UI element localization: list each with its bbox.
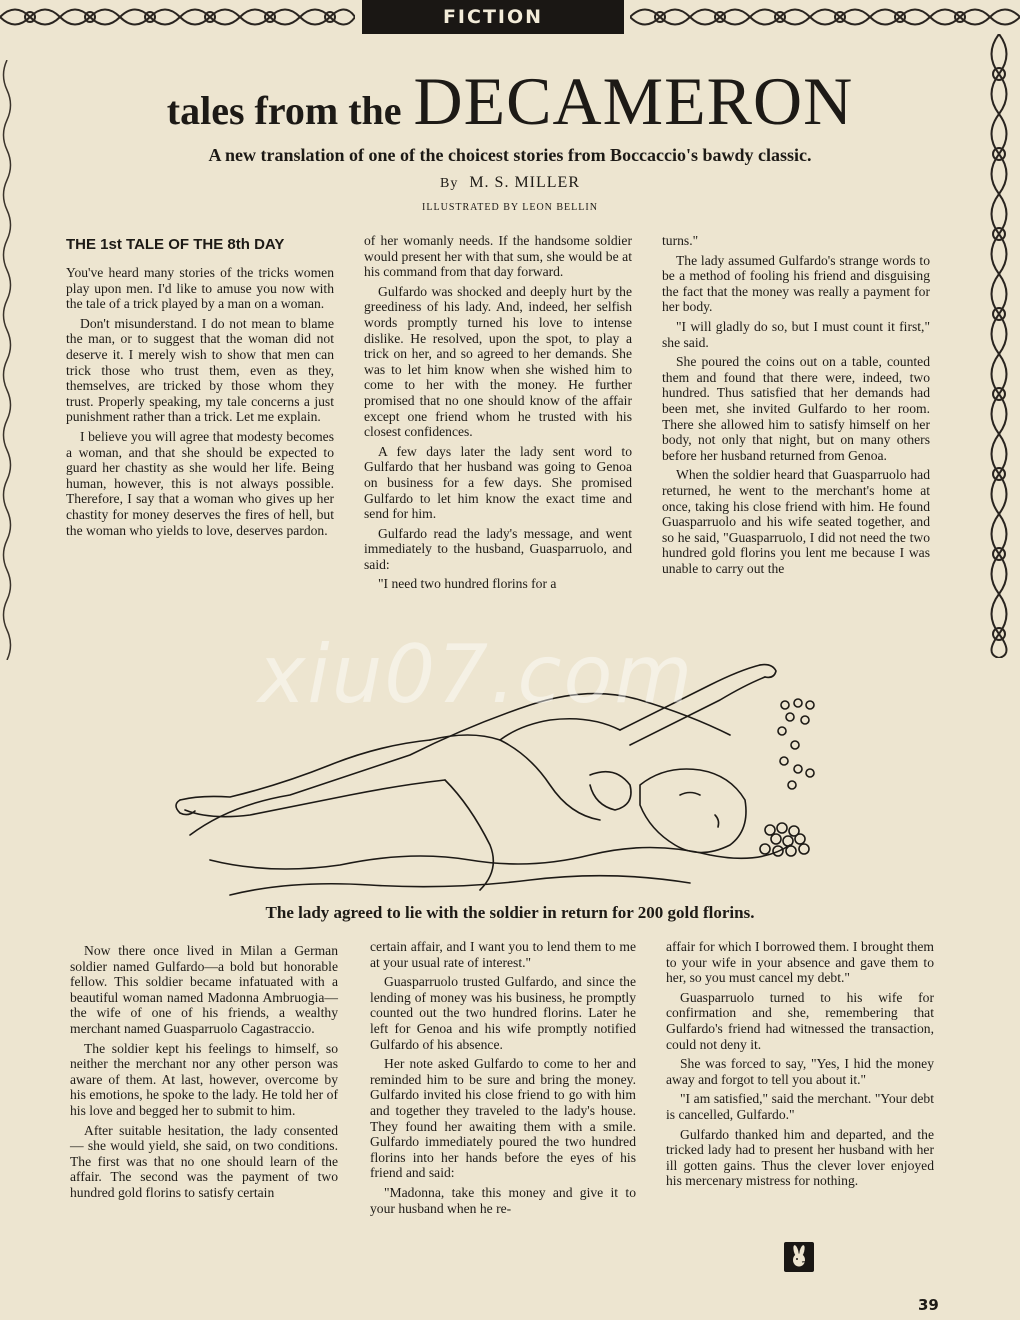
text-column-3	[662, 233, 930, 580]
ornamental-border-top-left	[0, 0, 355, 34]
illustrator-credit: ILLUSTRATED BY LEON BELLIN	[422, 202, 598, 213]
paragraph: "I will gladly do so, but I must count it first," she said.	[662, 318, 930, 350]
text-column-4	[70, 943, 338, 1205]
paragraph: Gulfardo read the lady's message, and went immediately to the husband, Guasparruolo, and said:	[364, 525, 632, 572]
paragraph: "I am satisfied," said the merchant. "Your debt is cancelled, Gulfardo."	[666, 1091, 934, 1122]
paragraph: of her womanly needs. If the handsome soldier would present her with that sum, she would be at his command from that day forward.	[364, 233, 632, 280]
paragraph: The soldier kept his feelings to himself, so neither the merchant nor any other person was aware of them. At last, however, overcome by his emotions, he spoke to the lady. He told her of his love and begged her to submit to him.	[70, 1040, 338, 1118]
page-number: 39	[918, 1296, 939, 1314]
byline-prefix: By	[439, 176, 459, 191]
paragraph: Gulfardo was shocked and deeply hurt by the greediness of his lady. And, indeed, her selfish words promptly turned his love to intense dislike. He resolved, upon the spot, to play a trick on her, and so agreed to her demands. She was to let him know when she wished him to come to her with the money. He further promised that no one should know of the affair except one friend whom he trusted with his closest confidences.	[364, 283, 632, 440]
byline	[360, 174, 660, 192]
paragraph: "Madonna, take this money and give it to your husband when he re-	[370, 1184, 636, 1216]
paragraph: When the soldier heard that Guasparruolo had returned, he went to the merchant's home at once, taking his close friend with him. He found Guasparruolo and his wife seated together, and so he said, "Guasparruolo, I did not need the two hundred gold florins you lent me because I was unable to carry out the	[662, 467, 930, 576]
paragraph: Don't misunderstand. I do not mean to blame the man, or to suggest that the woman did not deserve it. I merely wish to show that men can trick those who trust them, even as they, themselves, are tricked by those whom they trust. Properly speaking, my tale concerns a just punishment rather than a trick. Let me explain.	[66, 315, 334, 425]
paragraph: She was forced to say, "Yes, I hid the money away and forgot to tell you about it."	[666, 1056, 934, 1087]
paragraph: affair for which I borrowed them. I brought them to your wife in your absence and gave them to her, so you must cancel my debt."	[666, 939, 934, 986]
title-prefix: tales from the	[166, 88, 402, 133]
tale-heading: THE 1st TALE OF THE 8th DAY	[66, 236, 285, 253]
paragraph: You've heard many stories of the tricks women play upon men. I'd like to amuse you now with the tale of a trick played by a man on a woman.	[66, 265, 334, 312]
paragraph: Gulfardo thanked him and departed, and the tricked lady had to present her husband with her ill gotten gains. Thus the clever lover enjoyed his mercenary mistress for nothing.	[666, 1126, 934, 1189]
title-main: DECAMERON	[413, 63, 854, 139]
paragraph: "I need two hundred florins for a	[378, 576, 557, 592]
paragraph: Guasparruolo turned to his wife for confirmation and she, remembering that Gulfardo's friend had witnessed the transaction, could not deny it.	[666, 989, 934, 1052]
paragraph: Now there once lived in Milan a German soldier named Gulfardo—a bold but honorable fellow. This soldier became infatuated with a beautiful woman named Madonna Ambruogia—the wife of one of his friends, a wealthy merchant named Guasparruolo Cagastraccio.	[70, 943, 338, 1036]
text-column-6	[666, 939, 934, 1193]
paragraph: A few days later the lady sent word to Gulfardo that her husband was going to Genoa on business for a few days. She promised Gulfardo to let him know the exact time and send for him.	[364, 443, 632, 522]
ornamental-border-right	[978, 34, 1020, 658]
ornamental-border-left	[0, 60, 14, 660]
text-column-2	[364, 233, 632, 596]
watermark: xiu07.com	[258, 628, 695, 721]
section-label: FICTION	[362, 0, 624, 34]
article-subtitle: A new translation of one of the choicest stories from Boccaccio's bawdy classic.	[208, 145, 812, 165]
paragraph: I believe you will agree that modesty becomes a woman, and that she should be expected to guard her chastity as she would her life. Being human, however, this is not always possible. Therefore, I say that a woman who gives up her chastity for money deserves the fires of hell, but the woman who yields to love, deserves pardon.	[66, 428, 334, 538]
ornamental-border-top-right	[630, 0, 1020, 34]
paragraph: Guasparruolo trusted Gulfardo, and since the lending of money was his business, he promptly counted out the two hundred florins. Later he left for Genoa and his wife promptly notified Gulfardo of his absence.	[370, 974, 636, 1052]
paragraph: She poured the coins out on a table, counted them and found that there were, indeed, two hundred. Thus satisfied that her demands had been met, she invited Gulfardo to her room. There she allowed him to satisfy himself on her body, not only that night, but on many others before her husband returned from Genoa.	[662, 354, 930, 463]
paragraph: After suitable hesitation, the lady consented — she would yield, she said, on two conditions. The first was that no one should learn of the affair. The second was the payment of two hundred gold florins to satisfy certain	[70, 1122, 338, 1200]
text-column-1	[66, 265, 334, 542]
author-name: M. S. MILLER	[469, 174, 580, 191]
paragraph: The lady assumed Gulfardo's strange words to be a method of fooling his friend and disguising the fact that the money was really a payment for her body.	[662, 252, 930, 315]
paragraph: Her note asked Gulfardo to come to her and reminded him to be sure and bring the money. Gulfardo invited his close friend to go with him and together they traveled to the lady's house. They found her awaiting them with a smile. Gulfardo immediately poured the two hundred florins into her hands before the eyes of his friend and said:	[370, 1056, 636, 1181]
bunny-logo-icon	[784, 1242, 814, 1272]
text-column-5	[370, 939, 636, 1220]
paragraph: certain affair, and I want you to lend them to me at your usual rate of interest."	[370, 939, 636, 970]
paragraph: turns."	[662, 233, 699, 248]
illustration-caption: The lady agreed to lie with the soldier in return for 200 gold florins.	[265, 903, 755, 922]
article-title	[150, 62, 870, 141]
